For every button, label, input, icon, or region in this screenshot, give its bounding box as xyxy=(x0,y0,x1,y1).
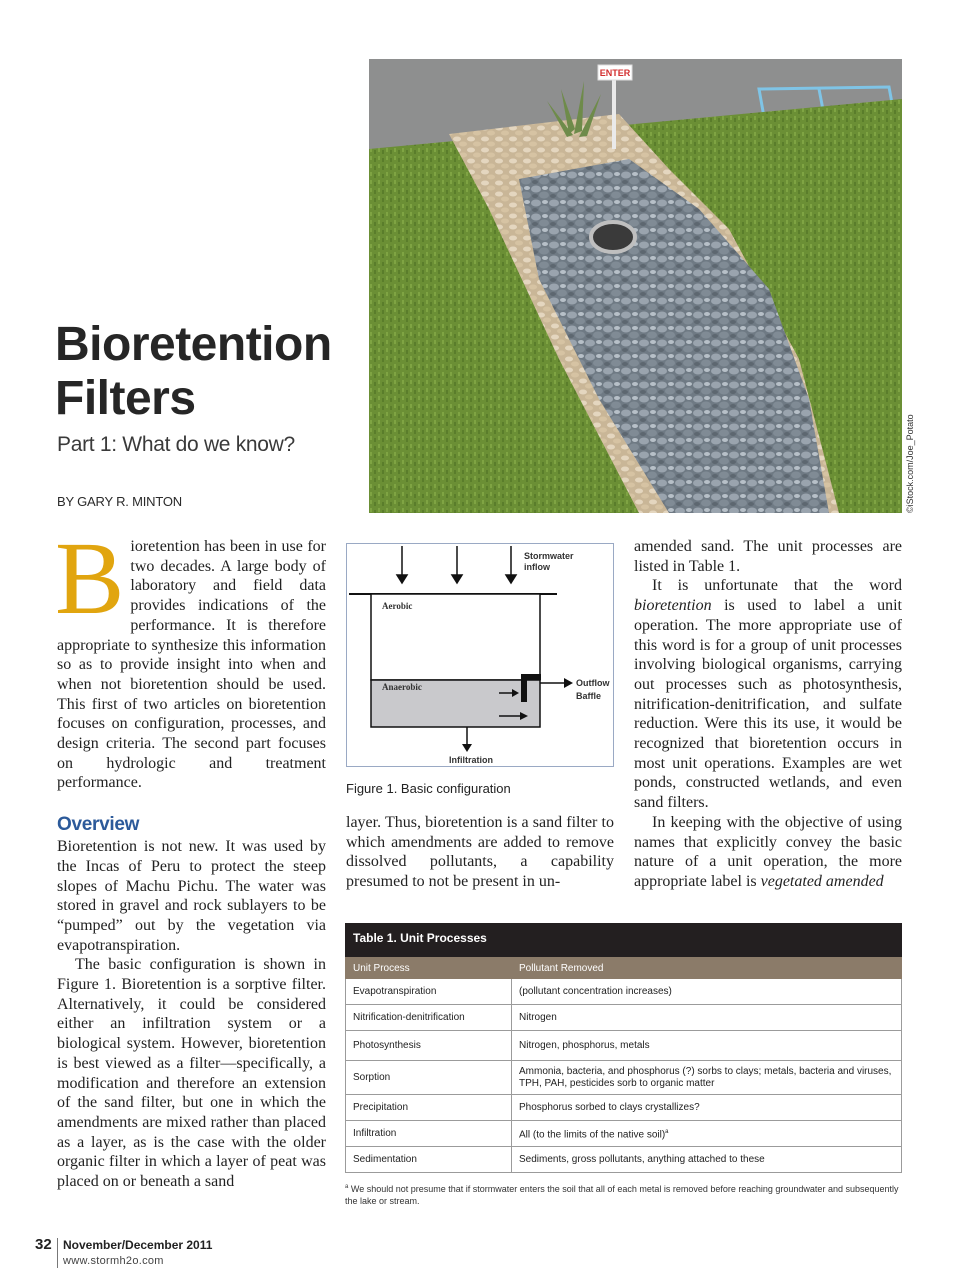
outflow-arrow-icon xyxy=(564,678,573,688)
table-row xyxy=(346,1061,902,1095)
column-3-paragraph-1: amended sand. The unit processes are listed in Table 1. xyxy=(634,538,902,575)
table-cell: Nitrification-denitrification xyxy=(346,1005,512,1031)
intro-text: ioretention has been in use for two decades. A large body of laboratory and field data provides indications of the performance. It is therefore appropriate to synthesize this information so as to provide insight into when and when not bioretention should be used. This first of two articles on bioretention focuses on configuration, processes, and design criteria. The second part focuses on hydrologic and treatment performance. xyxy=(57,538,326,792)
table-cell: Ammonia, bacteria, and phosphorus (?) sorbs to clays; metals, bacteria and viruses, TPH, PAH, pesticides sorb to organic matter xyxy=(512,1061,902,1095)
label-inflow-1: Stormwater xyxy=(524,551,574,561)
page-number: 32 xyxy=(35,1236,52,1253)
photo-sign-text: ENTER xyxy=(599,68,631,78)
unit-processes-table xyxy=(345,923,902,1173)
label-outflow: Outflow xyxy=(576,678,610,688)
table-cell: Sedimentation xyxy=(346,1147,512,1173)
table-cell: Sediments, gross pollutants, anything attached to these xyxy=(512,1147,902,1173)
photo-bioretention-rock-swale-icon xyxy=(369,59,902,513)
table-title: Table 1. Unit Processes xyxy=(345,923,902,957)
table-cell: Photosynthesis xyxy=(346,1031,512,1061)
drop-cap: B xyxy=(55,521,125,636)
overview-paragraph-2: The basic configuration is shown in Figure 1. Bioretention is a sorptive filter. Alternatively, it could be considered either an infiltration system or a biological system. However, bioretention is best viewed as a filter—specifically, a modification and therefore an extension of the sand filter, but one in which the amendments are mixed rather than placed as a layer, as is the case with the older organic filter in which a layer of peat was placed on or beneath a sand xyxy=(57,956,326,1191)
column-1 xyxy=(55,521,326,1192)
figure-basic-configuration xyxy=(346,543,614,767)
table-cell: All (to the limits of the native soil)$^a$ xyxy=(512,1121,902,1147)
title-line-1: Bioretention xyxy=(55,318,332,371)
label-infiltration: Infiltration xyxy=(449,755,493,765)
inflow-arrows xyxy=(397,546,516,583)
column-3 xyxy=(634,537,902,892)
column-2 xyxy=(346,813,614,892)
photo-credit: ©iStock.com/Joe_Potato xyxy=(905,414,915,513)
footer-divider xyxy=(57,1238,58,1268)
table-cell: Nitrogen xyxy=(512,1005,902,1031)
table-cell: Evapotranspiration xyxy=(346,979,512,1005)
table-cell: Nitrogen, phosphorus, metals xyxy=(512,1031,902,1061)
label-anaerobic: Anaerobic xyxy=(382,682,422,692)
table-row xyxy=(346,979,902,1005)
figure-caption: Figure 1. Basic configuration xyxy=(346,781,511,796)
table-footnote: $^a$ We should not presume that if stormwater enters the soil that all of each metal is removed before reaching groundwater and subsequently the lake or stream. xyxy=(345,1184,899,1206)
table-row xyxy=(346,1147,902,1173)
intro-paragraph xyxy=(55,521,326,793)
table-row xyxy=(346,1095,902,1121)
table-row xyxy=(346,1031,902,1061)
magazine-url[interactable]: www.stormh2o.com xyxy=(63,1255,164,1267)
column-3-paragraph-3: In keeping with the objective of using names that explicitly convey the basic nature of a unit operation, the more appropriate label is vegetated amended xyxy=(634,813,902,890)
article-title xyxy=(55,318,365,426)
article-photo xyxy=(369,59,902,513)
table-header-cell: Unit Process xyxy=(346,958,512,979)
overview-paragraph-1: Bioretention is not new. It was used by the Incas of Peru to protect the steep slopes of Machu Pichu. The water was stored in gravel and rock sublayers to be “pumped” out by the vegetation via evapotranspiration. xyxy=(57,838,326,954)
table-header-row xyxy=(346,958,902,979)
table-cell: (pollutant concentration increases) xyxy=(512,979,902,1005)
table-cell: Infiltration xyxy=(346,1121,512,1147)
table-header-cell: Pollutant Removed xyxy=(512,958,902,979)
column-2-paragraph: layer. Thus, bioretention is a sand filter to which amendments are added to remove dissolved pollutants, a capability presumed to not be present in un- xyxy=(346,814,614,891)
table-cell: Precipitation xyxy=(346,1095,512,1121)
label-baffle: Baffle xyxy=(576,691,602,701)
label-inflow-2: inflow xyxy=(524,562,550,572)
table-row xyxy=(346,1005,902,1031)
infiltration-arrow-icon xyxy=(462,744,472,752)
table-cell: Sorption xyxy=(346,1061,512,1095)
bioretention-diagram xyxy=(347,544,613,766)
column-3-paragraph-2: It is unfortunate that the word bioretention is used to label a unit operation. The more appropriate use of this word is for a group of unit processes involving biological organisms, carrying out processes such as photosynthesis, nitrification-denitrification, and sulfate reduction. Were this its use, it would be recognized that bioretention occurs in most unit operations. Examples are wet ponds, constructed wetlands, and even sand filters. xyxy=(634,577,902,812)
table-cell: Phosphorus sorbed to clays crystallizes? xyxy=(512,1095,902,1121)
overview-heading: Overview xyxy=(57,814,140,836)
table-row xyxy=(346,1121,902,1147)
issue-date: November/December 2011 xyxy=(63,1238,213,1252)
article-byline: BY GARY R. MINTON xyxy=(57,494,182,509)
footnote-mark: a xyxy=(665,1128,669,1135)
label-aerobic: Aerobic xyxy=(382,601,413,611)
article-subtitle: Part 1: What do we know? xyxy=(57,433,295,456)
title-line-2: Filters xyxy=(55,372,196,425)
